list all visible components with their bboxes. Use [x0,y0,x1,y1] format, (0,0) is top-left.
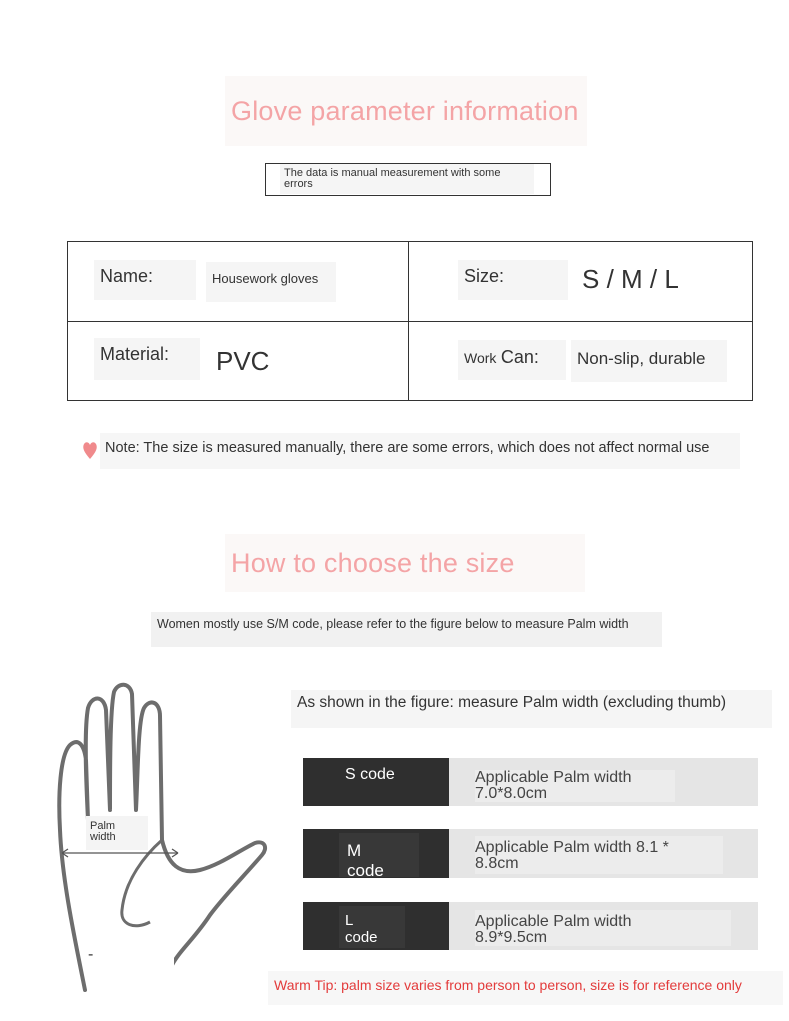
work-label-small: Work [464,350,497,366]
size-note: Note: The size is measured manually, there are some errors, which does not affect normal use [100,433,740,469]
size-desc-s [449,758,758,806]
palm-label-line2: width [90,831,116,843]
size-row-l [303,902,758,950]
material-value: PVC [216,346,270,376]
size-code-s-text: S code [345,766,395,783]
warm-tip: Warm Tip: palm size varies from person to person, size is for reference only [268,971,783,1005]
size-code-m [303,829,449,878]
size-code-l-line1: L [345,912,354,929]
size-value: S / M / L [582,264,679,294]
section-title-parameters: Glove parameter information [225,76,587,146]
heart-icon [82,439,98,459]
parameter-table [67,241,753,401]
size-desc-l-line2: 8.9*9.5cm [475,929,548,946]
palm-width-label [90,821,130,843]
size-label: Size: [458,260,568,300]
work-label: Can: [500,347,539,367]
material-label: Material: [94,338,200,380]
name-label: Name: [94,260,196,300]
size-code-m-line2: code [347,861,384,880]
dash-mark: - [88,946,94,963]
size-code-l [303,902,449,950]
work-can-label [458,340,566,380]
section-title-choose-size: How to choose the size [225,534,585,592]
palm-label-line1: Palm [90,820,116,832]
hand-outline-figure [50,680,280,1000]
size-desc-m-line1: Applicable Palm width 8.1 * [475,839,669,856]
size-code-m-line1: M [347,841,362,860]
measure-instruction: As shown in the figure: measure Palm width (excluding thumb) [291,690,772,728]
size-desc-l [449,902,758,950]
name-value: Housework gloves [206,262,336,302]
size-code-l-line2: code [345,929,378,946]
measurement-note-text: The data is manual measurement with some errors [280,164,534,194]
size-desc-m [449,829,758,878]
work-value: Non-slip, durable [571,340,727,382]
size-row-s [303,758,758,806]
size-desc-s-line1: Applicable Palm width [475,769,632,786]
size-desc-s-line2: 7.0*8.0cm [475,785,548,802]
size-desc-m-line2: 8.8cm [475,855,519,872]
size-code-s [303,758,449,806]
size-row-m [303,829,758,878]
measurement-note-box [265,163,551,196]
size-advice: Women mostly use S/M code, please refer to the figure below to measure Palm width [151,612,662,647]
size-desc-l-line1: Applicable Palm width [475,913,632,930]
